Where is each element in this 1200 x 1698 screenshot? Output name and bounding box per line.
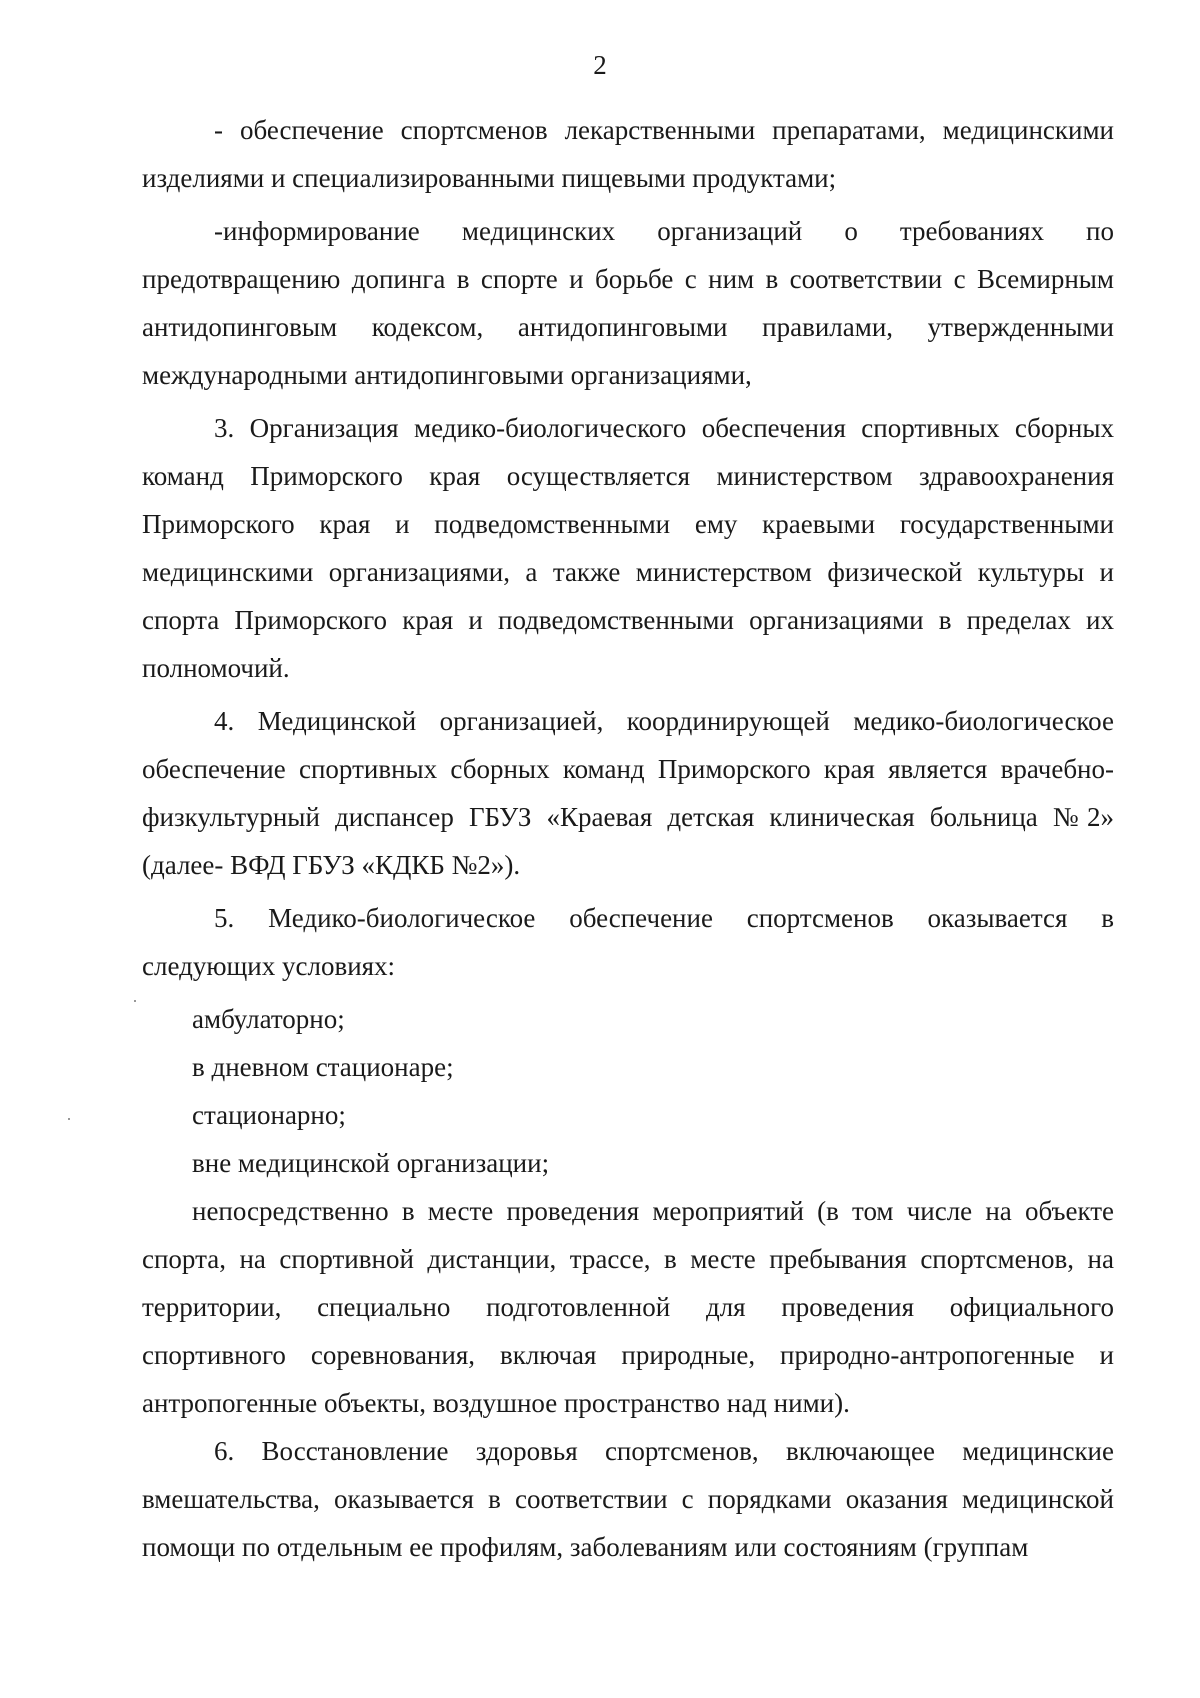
page-number: 2: [593, 50, 607, 80]
condition-item-day-hospital: в дневном стационаре;: [192, 1052, 454, 1082]
scan-speck: [68, 1118, 70, 1120]
condition-item-outside-organization: вне медицинской организации;: [192, 1148, 550, 1178]
paragraph-medical-supplies: - обеспечение спортсменов лекарственными препаратами, медицинскими изделиями и специализированными пищевыми продуктами;: [142, 115, 1114, 193]
paragraph-doping-information: -информирование медицинских организаций о требованиях по предотвращению допинга в спорте и борьбе с ним в соответствии с Всемирным антидопинговым кодексом, антидопинговыми правилами, утвержденными международными антидопинговыми организациями,: [142, 216, 1114, 390]
paragraph-4-coordinating-organization: 4. Медицинской организацией, координирующей медико-биологическое обеспечение спортивных сборных команд Приморского края является врачебно-физкультурный диспансер ГБУЗ «Краевая детская клиническая больница №2» (далее- ВФД ГБУЗ «КДКБ №2»).: [142, 706, 1114, 880]
paragraph-6-recovery: 6. Восстановление здоровья спортсменов, включающее медицинские вмешательства, оказывается в соответствии с порядками оказания медицинской помощи по отдельным ее профилям, заболеваниям или состояниям (группам: [142, 1436, 1114, 1562]
document-body: [142, 106, 1114, 1576]
condition-item-inpatient: стационарно;: [192, 1100, 346, 1130]
condition-item-event-location: непосредственно в месте проведения мероприятий (в том числе на объекте спорта, на спортивной дистанции, трассе, в месте пребывания спортсменов, на территории, специально подготовленной для проведения официального спортивного соревнования, включая природные, природно-антропогенные и антропогенные объекты, воздушное пространство над ними).: [142, 1196, 1114, 1418]
paragraph-3-organization: 3. Организация медико-биологического обеспечения спортивных сборных команд Приморского края осуществляется министерством здравоохранения Приморского края и подведомственными ему краевыми государственными медицинскими организациями, а также министерством физической культуры и спорта Приморского края и подведомственными организациями в пределах их полномочий.: [142, 413, 1114, 683]
paragraph-5-conditions: 5. Медико-биологическое обеспечение спортсменов оказывается в следующих условиях:: [142, 903, 1114, 981]
condition-item-ambulatory: амбулаторно;: [192, 1004, 345, 1034]
scan-speck: [134, 1000, 136, 1002]
